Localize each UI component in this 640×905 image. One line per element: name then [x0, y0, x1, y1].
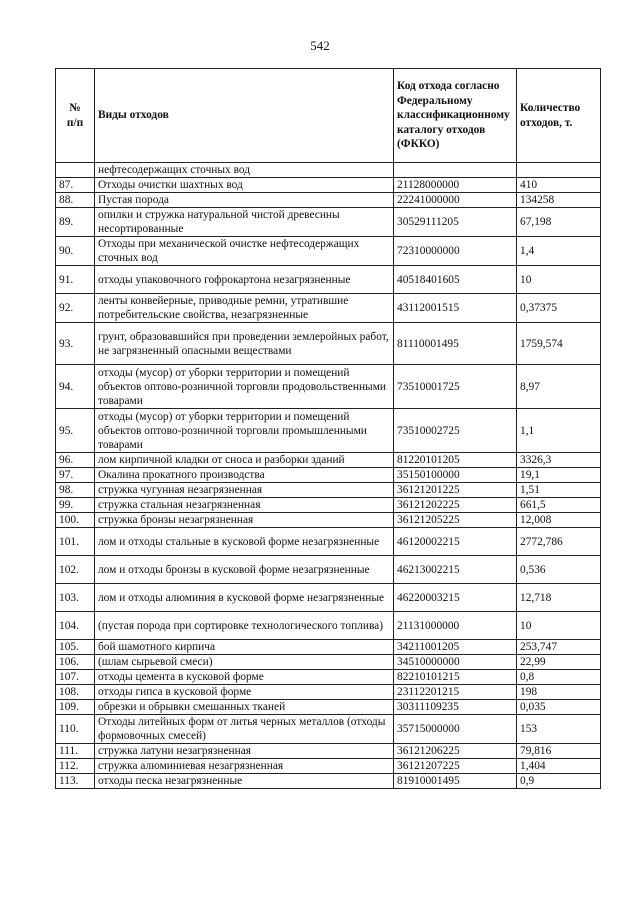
cell-type: отходы цемента в кусковой форме	[95, 670, 394, 685]
cell-num: 103.	[56, 584, 95, 612]
table-row	[56, 759, 601, 774]
cell-code: 36121202225	[394, 498, 517, 513]
header-num: № п/п	[56, 69, 95, 163]
cell-num: 111.	[56, 744, 95, 759]
cell-type: Окалина прокатного производства	[95, 468, 394, 483]
cell-qty: 410	[517, 178, 601, 193]
cell-num: 92.	[56, 294, 95, 323]
cell-continuation: нефтесодержащих сточных вод	[95, 163, 394, 178]
cell-num: 105.	[56, 640, 95, 655]
cell-qty: 661,5	[517, 498, 601, 513]
cell-type: стружка алюминиевая незагрязненная	[95, 759, 394, 774]
cell-qty: 134258	[517, 193, 601, 208]
cell-code: 34211001205	[394, 640, 517, 655]
cell-qty: 3326,3	[517, 453, 601, 468]
cell-code: 46220003215	[394, 584, 517, 612]
cell-num: 98.	[56, 483, 95, 498]
table-row	[56, 294, 601, 323]
cell-qty: 10	[517, 266, 601, 294]
cell-type: опилки и стружка натуральной чистой древесины несортированные	[95, 208, 394, 237]
cell-qty: 1,51	[517, 483, 601, 498]
cell-qty: 8,97	[517, 365, 601, 409]
cell-num: 112.	[56, 759, 95, 774]
cell-num: 87.	[56, 178, 95, 193]
table-row	[56, 700, 601, 715]
table-row	[56, 670, 601, 685]
cell-code: 21128000000	[394, 178, 517, 193]
table-row	[56, 513, 601, 528]
cell-type: бой шамотного кирпича	[95, 640, 394, 655]
cell-code: 43112001515	[394, 294, 517, 323]
cell-type: лом и отходы бронзы в кусковой форме незагрязненные	[95, 556, 394, 584]
cell-qty: 0,9	[517, 774, 601, 789]
cell-num: 95.	[56, 409, 95, 453]
cell-type: отходы гипса в кусковой форме	[95, 685, 394, 700]
cell-code: 46120002215	[394, 528, 517, 556]
cell-num: 110.	[56, 715, 95, 744]
cell-num: 97.	[56, 468, 95, 483]
cell-code: 36121201225	[394, 483, 517, 498]
cell-qty: 10	[517, 612, 601, 640]
cell-qty: 253,747	[517, 640, 601, 655]
cell-type: грунт, образовавшийся при проведении землеройных работ, не загрязненный опасными веществами	[95, 323, 394, 365]
cell-qty: 12,008	[517, 513, 601, 528]
cell-qty: 1759,574	[517, 323, 601, 365]
cell-code: 73510001725	[394, 365, 517, 409]
table-row	[56, 483, 601, 498]
header-type: Виды отходов	[95, 69, 394, 163]
cell-qty: 0,8	[517, 670, 601, 685]
cell-type: отходы песка незагрязненные	[95, 774, 394, 789]
cell-qty: 0,536	[517, 556, 601, 584]
cell-qty: 198	[517, 685, 601, 700]
table-row	[56, 409, 601, 453]
cell-code: 81110001495	[394, 323, 517, 365]
cell-num: 100.	[56, 513, 95, 528]
cell-num: 113.	[56, 774, 95, 789]
cell-qty: 2772,786	[517, 528, 601, 556]
cell-code: 36121205225	[394, 513, 517, 528]
table-row	[56, 453, 601, 468]
cell-qty: 0,37375	[517, 294, 601, 323]
cell-code: 22241000000	[394, 193, 517, 208]
cell-type: отходы упаковочного гофрокартона незагрязненные	[95, 266, 394, 294]
cell-code: 35150100000	[394, 468, 517, 483]
cell-num: 109.	[56, 700, 95, 715]
table-row	[56, 208, 601, 237]
cell-type: стружка бронзы незагрязненная	[95, 513, 394, 528]
cell-type: стружка стальная незагрязненная	[95, 498, 394, 513]
cell-qty: 79,816	[517, 744, 601, 759]
cell-num: 102.	[56, 556, 95, 584]
cell-code: 30311109235	[394, 700, 517, 715]
cell-type: (шлам сырьевой смеси)	[95, 655, 394, 670]
cell-type: лом и отходы алюминия в кусковой форме незагрязненные	[95, 584, 394, 612]
cell-type: отходы (мусор) от уборки территории и помещений объектов оптово-розничной торговли промышленными товарами	[95, 409, 394, 453]
cell-qty: 19,1	[517, 468, 601, 483]
table-row	[56, 266, 601, 294]
table-row	[56, 178, 601, 193]
cell-type: стружка латуни незагрязненная	[95, 744, 394, 759]
cell-type: лом и отходы стальные в кусковой форме незагрязненные	[95, 528, 394, 556]
cell-type: стружка чугунная незагрязненная	[95, 483, 394, 498]
table-row	[56, 744, 601, 759]
page-number: 542	[310, 38, 330, 53]
table-row	[56, 655, 601, 670]
table-row	[56, 237, 601, 266]
cell-num: 104.	[56, 612, 95, 640]
cell-code: 81220101205	[394, 453, 517, 468]
cell-type: обрезки и обрывки смешанных тканей	[95, 700, 394, 715]
cell-qty: 22,99	[517, 655, 601, 670]
table-row	[56, 498, 601, 513]
waste-table	[55, 68, 601, 789]
cell-type: Пустая порода	[95, 193, 394, 208]
table-row	[56, 584, 601, 612]
cell-code: 36121207225	[394, 759, 517, 774]
cell-type: отходы (мусор) от уборки территории и помещений объектов оптово-розничной торговли продовольственными товарами	[95, 365, 394, 409]
table-row	[56, 774, 601, 789]
cell-code: 21131000000	[394, 612, 517, 640]
cell-type: Отходы очистки шахтных вод	[95, 178, 394, 193]
table-row	[56, 556, 601, 584]
table-row	[56, 640, 601, 655]
cell-qty: 12,718	[517, 584, 601, 612]
cell-type: лом кирпичной кладки от сноса и разборки зданий	[95, 453, 394, 468]
cell-qty: 153	[517, 715, 601, 744]
cell-code: 46213002215	[394, 556, 517, 584]
cell-code: 40518401605	[394, 266, 517, 294]
header-qty: Количество отходов, т.	[517, 69, 601, 163]
table-row	[56, 323, 601, 365]
table-row	[56, 468, 601, 483]
cell-num: 90.	[56, 237, 95, 266]
cell-type: ленты конвейерные, приводные ремни, утратившие потребительские свойства, незагрязненные	[95, 294, 394, 323]
cell-num: 93.	[56, 323, 95, 365]
cell-type: Отходы при механической очистке нефтесодержащих сточных вод	[95, 237, 394, 266]
table-row	[56, 685, 601, 700]
table-row	[56, 193, 601, 208]
cell-code: 36121206225	[394, 744, 517, 759]
cell-qty: 1,4	[517, 237, 601, 266]
cell-code: 81910001495	[394, 774, 517, 789]
cell-code: 30529111205	[394, 208, 517, 237]
cell-qty: 0,035	[517, 700, 601, 715]
cell-type: Отходы литейных форм от литья черных металлов (отходы формовочных смесей)	[95, 715, 394, 744]
cell-qty: 1,404	[517, 759, 601, 774]
table-row	[56, 365, 601, 409]
cell-num: 101.	[56, 528, 95, 556]
cell-qty: 1,1	[517, 409, 601, 453]
cell-type: (пустая порода при сортировке технологического топлива)	[95, 612, 394, 640]
table-row-continuation	[56, 163, 601, 178]
header-code: Код отхода согласно Федеральному классификационному каталогу отходов (ФККО)	[394, 69, 517, 163]
cell-num: 106.	[56, 655, 95, 670]
cell-num: 91.	[56, 266, 95, 294]
table-body	[56, 163, 601, 789]
cell-code: 23112201215	[394, 685, 517, 700]
table-row	[56, 715, 601, 744]
cell-num: 89.	[56, 208, 95, 237]
cell-code: 73510002725	[394, 409, 517, 453]
cell-code: 34510000000	[394, 655, 517, 670]
cell-num: 96.	[56, 453, 95, 468]
cell-num: 99.	[56, 498, 95, 513]
cell-num: 94.	[56, 365, 95, 409]
cell-code: 82210101215	[394, 670, 517, 685]
cell-code: 72310000000	[394, 237, 517, 266]
cell-qty: 67,198	[517, 208, 601, 237]
table-row	[56, 528, 601, 556]
cell-num: 88.	[56, 193, 95, 208]
cell-code: 35715000000	[394, 715, 517, 744]
table-row	[56, 612, 601, 640]
cell-num: 107.	[56, 670, 95, 685]
cell-num: 108.	[56, 685, 95, 700]
